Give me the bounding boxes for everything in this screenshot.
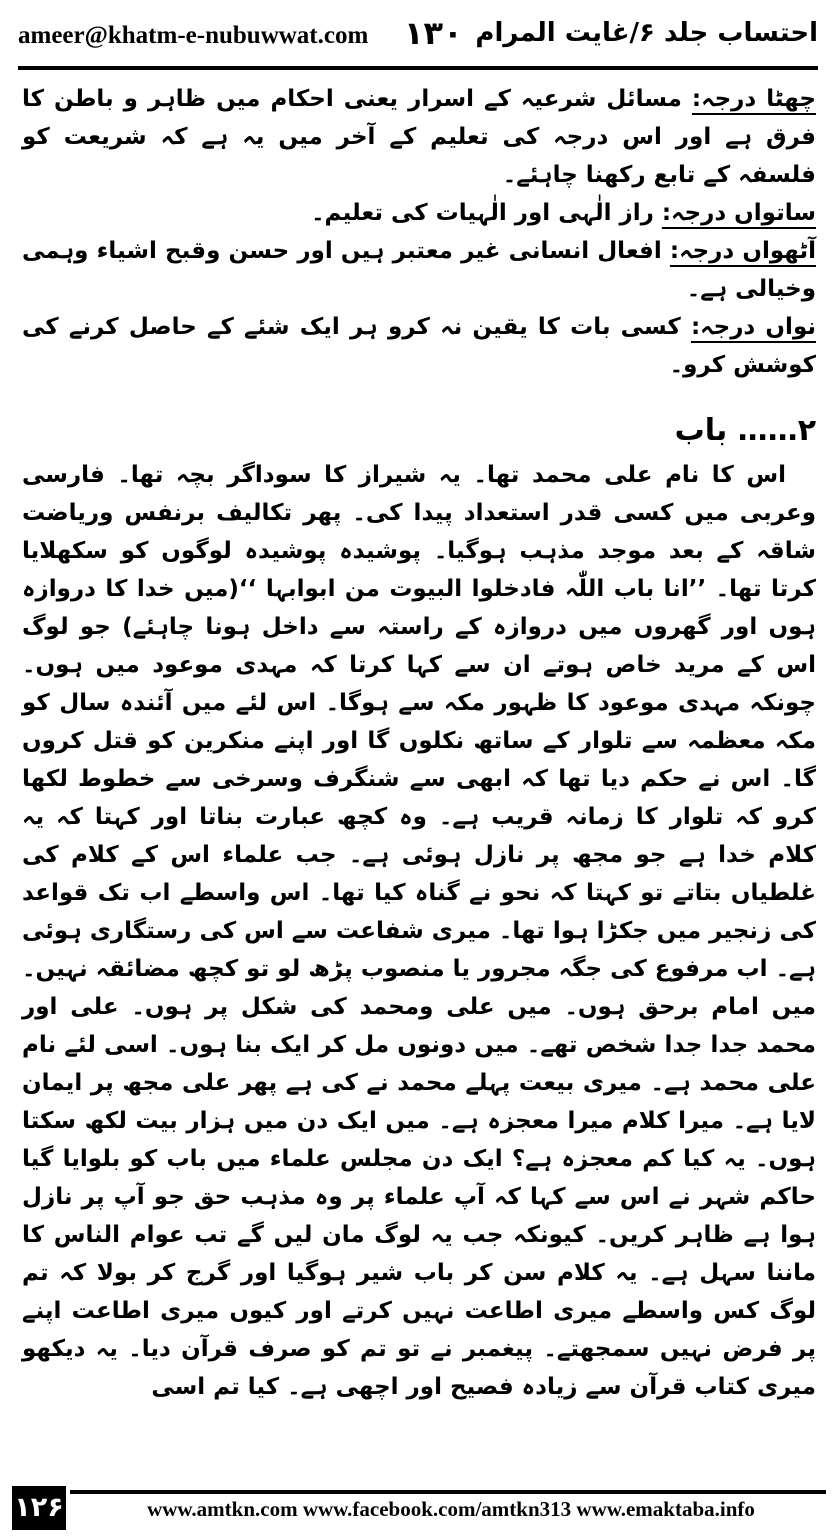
- header-rule: [18, 66, 818, 70]
- body-paragraph: اس کا نام علی محمد تھا۔ یہ شیراز کا سوداگر بچہ تھا۔ فارسی وعربی میں کسی قدر استعداد پیدا کی۔ پھر تکالیف برنفس وریاضت شاقہ کے بعد موجد مذہب ہوگیا۔ پوشیدہ پوشیدہ لوگوں کو سکھلایا کرتا تھا۔ ’’انا باب اللّٰہ فادخلوا البیوت من ابوابہا ‘‘(میں خدا کا دروازہ ہوں اور گھروں میں دروازہ کے راستہ سے داخل ہونا چاہئے) جو لوگ اس کے مرید خاص ہوتے ان سے کہا کرتا کہ مہدی موعود میں ہوں۔ چونکہ مہدی موعود کا ظہور مکہ سے ہوگا۔ اس لئے میں آئندہ سال کو مکہ معظمہ سے تلوار کے ساتھ نکلوں گا اور اپنے منکرین کو قتل کروں گا۔ اس نے حکم دیا تھا کہ ابھی سے شنگرف وسرخی سے خطوط لکھا کرو کہ تلوار کا زمانہ قریب ہے۔ وہ کچھ عبارت بناتا اور کہتا کہ یہ کلام خدا ہے جو مجھ پر نازل ہوئی ہے۔ جب علماء اس کے کلام کی غلطیاں بتاتے تو کہتا کہ نحو نے گناہ کیا تھا۔ اس واسطے اب تک قواعد کی زنجیر میں جکڑا ہوا تھا۔ میری شفاعت سے اس کی رستگاری ہوئی ہے۔ اب مرفوع کی جگہ مجرور یا منصوب پڑھ لو تو کچھ مضائقہ نہیں۔ میں امام برحق ہوں۔ میں علی ومحمد کی شکل پر ہوں۔ علی اور محمد جدا جدا شخص تھے۔ میں دونوں مل کر ایک بنا ہوں۔ اسی لئے نام علی محمد ہے۔ میری بیعت پہلے محمد نے کی ہے پھر علی مجھ پر ایمان لایا ہے۔ میرا کلام میرا معجزہ ہے۔ میں ایک دن میں ہزار بیت لکھ سکتا ہوں۔ یہ کیا کم معجزہ ہے؟ ایک دن مجلس علماء میں باب کو بلوایا گیا حاکم شہر نے اس سے کہا کہ آپ علماء پر وہ مذہب حق جو آپ پر نازل ہوا ہے ظاہر کریں۔ کیونکہ جب یہ لوگ مان لیں گے تب عوام الناس کا ماننا سہل ہے۔ یہ کلام سن کر باب شیر ہوگیا اور گرج کر بولا کہ تم لوگ کس واسطے میری اطاعت نہیں کرتے اور کیوں میری اطاعت اپنے پر فرض نہیں سمجھتے۔ پیغمبر نے تو تم کو صرف قرآن دیا۔ یہ دیکھو میری کتاب قرآن سے زیادہ فصیح اور اچھی ہے۔ کیا تم اسی: [22, 462, 816, 1400]
- section-heading: ۲…… باب: [674, 413, 816, 448]
- level-text: مسائل شرعیہ کے اسرار یعنی احکام میں ظاہر و باطن کا فرق ہے اور اس درجہ کی تعلیم کے آخر میں یہ ہے کہ شریعت کو فلسفہ کے تابع رکھنا چاہئے۔: [22, 86, 816, 188]
- level-eight: [22, 232, 816, 308]
- header-book-title: احتساب جلد ۶/غایت المرام: [475, 18, 818, 48]
- level-six: [22, 80, 816, 194]
- level-seven: [22, 194, 816, 232]
- footer-links: www.amtkn.com www.facebook.com/amtkn313 www.emaktaba.info: [147, 1497, 755, 1521]
- level-text: افعال انسانی غیر معتبر ہیں اور حسن وقبح اشیاء وہمی وخیالی ہے۔: [22, 238, 816, 302]
- header-email: ameer@khatm-e-nubuwwat.com: [18, 22, 369, 49]
- level-label: ساتواں درجہ:: [661, 200, 816, 226]
- page-content: [22, 80, 816, 1406]
- level-label: چھٹا درجہ:: [691, 86, 816, 112]
- level-text: راز الٰہی اور الٰہیات کی تعلیم۔: [311, 200, 662, 226]
- footer-page-number: ۱۲۶: [12, 1486, 66, 1530]
- level-text: کسی بات کا یقین نہ کرو ہر ایک شئے کے حاصل کرنے کی کوشش کرو۔: [22, 314, 816, 378]
- page-header: [18, 8, 818, 64]
- footer-rule: [70, 1490, 826, 1494]
- level-label: نواں درجہ:: [690, 314, 816, 340]
- page-footer: [0, 1486, 840, 1540]
- level-nine: [22, 308, 816, 384]
- header-page-number: ۱۳۰: [404, 14, 463, 52]
- level-label: آٹھواں درجہ:: [669, 238, 816, 264]
